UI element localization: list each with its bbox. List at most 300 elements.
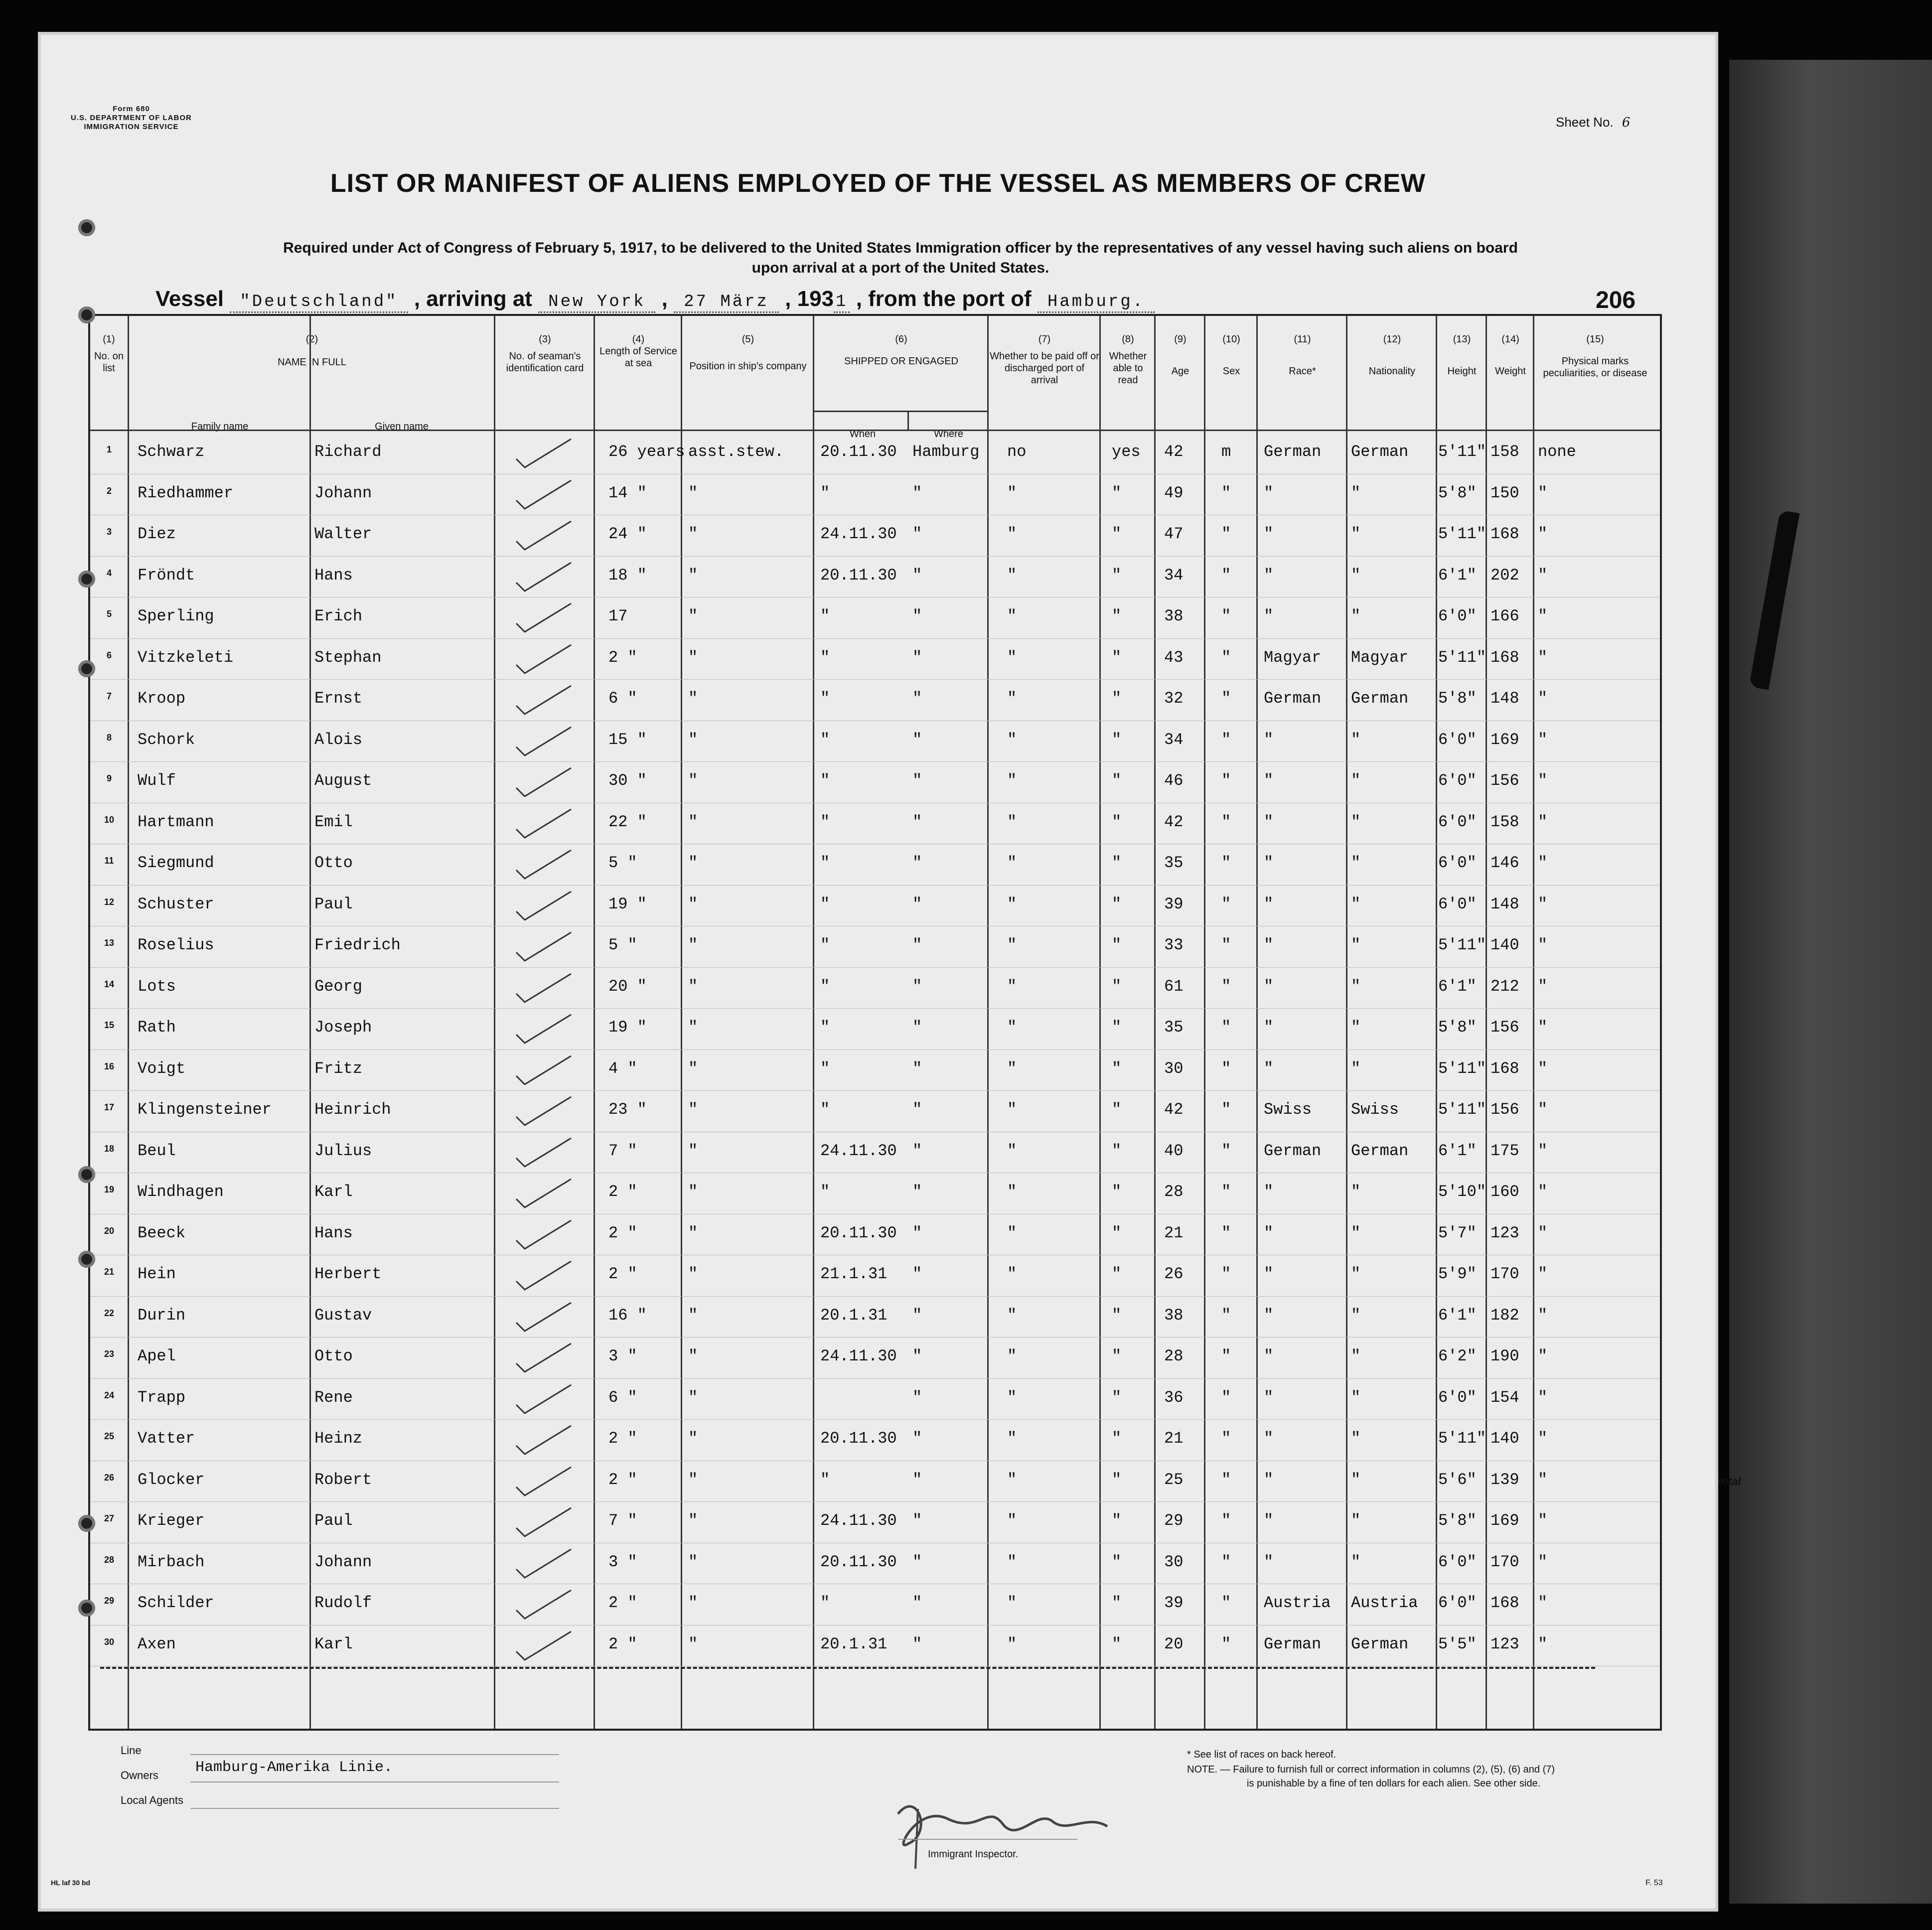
cell-given: Hans xyxy=(314,1223,353,1242)
cell-sex: " xyxy=(1221,607,1231,625)
cell-race: " xyxy=(1264,1470,1274,1489)
races-note: * See list of races on back hereof. xyxy=(1187,1749,1337,1760)
row-number: 15 xyxy=(104,1020,115,1030)
cell-race: " xyxy=(1264,566,1274,585)
header-height: (13) Height xyxy=(1447,334,1477,377)
header-given-name: Given name xyxy=(375,421,429,432)
cell-height: 6'0" xyxy=(1438,1552,1477,1571)
cell-weight: 160 xyxy=(1490,1183,1519,1201)
cell-race: " xyxy=(1264,1511,1274,1530)
cell-nat: " xyxy=(1351,771,1361,790)
cell-when: " xyxy=(820,936,830,954)
punch-hole xyxy=(78,1166,95,1183)
cell-race: " xyxy=(1264,854,1274,872)
cell-family: Lots xyxy=(138,977,176,996)
cell-family: Apel xyxy=(138,1347,176,1365)
note-line-2: is punishable by a fine of ten dollars for each alien. See other side. xyxy=(1247,1778,1541,1789)
cell-position: " xyxy=(688,1059,698,1078)
cell-sex: " xyxy=(1221,812,1231,831)
cell-nat: " xyxy=(1351,977,1361,996)
cell-sex: " xyxy=(1221,730,1231,749)
cell-marks: " xyxy=(1538,1388,1548,1407)
checkmark-icon xyxy=(514,971,574,1006)
cell-position: " xyxy=(688,1306,698,1325)
cell-paid: no xyxy=(1007,443,1027,461)
cell-sex: " xyxy=(1221,854,1231,872)
cell-where: " xyxy=(912,894,922,913)
cell-weight: 170 xyxy=(1490,1265,1519,1283)
cell-service: 20 " xyxy=(608,977,647,996)
cell-when: " xyxy=(820,894,830,913)
printer-code: HL laf 30 bd xyxy=(51,1879,91,1887)
cell-marks: " xyxy=(1538,1511,1548,1530)
cell-when: 20.11.30 xyxy=(820,443,897,461)
cell-age: 21 xyxy=(1164,1429,1184,1448)
checkmark-icon xyxy=(514,1505,574,1540)
vessel-line: Vessel "Deutschland" , arriving at New York , 27 März , 193 1 , from the port of Hamburg. xyxy=(155,287,1155,311)
cell-read: " xyxy=(1112,1183,1122,1201)
cell-marks: " xyxy=(1538,771,1548,790)
cell-race: " xyxy=(1264,1347,1274,1365)
cell-paid: " xyxy=(1007,1347,1017,1365)
cell-age: 34 xyxy=(1164,730,1184,749)
cell-family: Schork xyxy=(138,730,195,749)
cell-read: " xyxy=(1112,525,1122,543)
cell-paid: " xyxy=(1007,1429,1017,1448)
cell-height: 6'0" xyxy=(1438,854,1477,872)
cell-paid: " xyxy=(1007,1018,1017,1037)
cell-paid: " xyxy=(1007,730,1017,749)
inspector-label: Immigrant Inspector. xyxy=(928,1849,1019,1860)
cell-race: Austria xyxy=(1264,1594,1331,1612)
cell-weight: 140 xyxy=(1490,936,1519,954)
checkmark-icon xyxy=(514,765,574,800)
cell-read: " xyxy=(1112,730,1122,749)
cell-nat: " xyxy=(1351,1306,1361,1325)
cell-paid: " xyxy=(1007,1265,1017,1283)
row-number: 29 xyxy=(104,1596,115,1606)
cell-age: 43 xyxy=(1164,648,1184,667)
cell-marks: " xyxy=(1538,936,1548,954)
cell-height: 5'9" xyxy=(1438,1265,1477,1283)
cell-paid: " xyxy=(1007,1388,1017,1407)
cell-paid: " xyxy=(1007,1059,1017,1078)
cell-when: " xyxy=(820,1059,830,1078)
row-number: 23 xyxy=(104,1349,115,1359)
cell-sex: " xyxy=(1221,689,1231,708)
cell-given: Ernst xyxy=(314,689,363,708)
cell-sex: " xyxy=(1221,771,1231,790)
header-nationality: (12) Nationality xyxy=(1368,334,1416,377)
cell-height: 5'11" xyxy=(1438,648,1486,667)
cell-marks: " xyxy=(1538,977,1548,996)
cell-age: 28 xyxy=(1164,1347,1184,1365)
cell-height: 5'10" xyxy=(1438,1183,1486,1201)
cell-position: " xyxy=(688,648,698,667)
cell-given: Johann xyxy=(314,483,372,502)
cell-when: " xyxy=(820,977,830,996)
cell-paid: " xyxy=(1007,525,1017,543)
cell-marks: " xyxy=(1538,1347,1548,1365)
cell-weight: 140 xyxy=(1490,1429,1519,1448)
line-label: Line xyxy=(121,1744,142,1757)
cell-sex: " xyxy=(1221,1347,1231,1365)
cell-family: Voigt xyxy=(138,1059,186,1078)
cell-service: 26 years xyxy=(608,443,685,461)
checkmark-icon xyxy=(514,1465,574,1499)
cell-sex: " xyxy=(1221,1100,1231,1119)
cell-where: Hamburg xyxy=(912,443,980,461)
row-number: 22 xyxy=(104,1308,115,1318)
cell-family: Vitzkeleti xyxy=(138,648,234,667)
cell-sex: " xyxy=(1221,1059,1231,1078)
row-number: 19 xyxy=(104,1185,115,1194)
cell-position: " xyxy=(688,1552,698,1571)
cell-weight: 156 xyxy=(1490,771,1519,790)
cell-position: " xyxy=(688,1594,698,1612)
checkmark-icon xyxy=(514,1012,574,1047)
cell-read: " xyxy=(1112,1141,1122,1160)
cell-position: " xyxy=(688,730,698,749)
cell-where: " xyxy=(912,936,922,954)
cell-nat: " xyxy=(1351,483,1361,502)
departure-port: Hamburg. xyxy=(1038,293,1155,313)
cell-height: 5'11" xyxy=(1438,525,1486,543)
cell-given: Robert xyxy=(314,1470,372,1489)
cell-weight: 182 xyxy=(1490,1306,1519,1325)
cell-nat: German xyxy=(1351,1141,1409,1160)
form-code: F. 53 xyxy=(1645,1879,1663,1887)
cell-when: 24.11.30 xyxy=(820,1511,897,1530)
cell-family: Riedhammer xyxy=(138,483,234,502)
cell-paid: " xyxy=(1007,483,1017,502)
cell-read: " xyxy=(1112,894,1122,913)
cell-weight: 169 xyxy=(1490,1511,1519,1530)
cell-height: 5'11" xyxy=(1438,936,1486,954)
header-name: (2) NAME IN FULL xyxy=(278,334,346,368)
vessel-label: Vessel xyxy=(155,287,224,311)
cell-given: August xyxy=(314,771,372,790)
cell-family: Krieger xyxy=(138,1511,205,1530)
cell-marks: " xyxy=(1538,525,1548,543)
cell-paid: " xyxy=(1007,1141,1017,1160)
cell-position: " xyxy=(688,1100,698,1119)
cell-given: Stephan xyxy=(314,648,382,667)
cell-family: Mirbach xyxy=(138,1552,205,1571)
cell-read: " xyxy=(1112,1100,1122,1119)
cell-service: 2 " xyxy=(608,1265,637,1283)
cell-nat: German xyxy=(1351,443,1409,461)
cell-position: " xyxy=(688,1141,698,1160)
cell-service: 7 " xyxy=(608,1511,637,1530)
arriving-label: , arriving at xyxy=(414,287,532,311)
cell-height: 5'5" xyxy=(1438,1634,1477,1653)
cell-service: 16 " xyxy=(608,1306,647,1325)
from-label: , from the port of xyxy=(856,287,1032,311)
cell-where: " xyxy=(912,1470,922,1489)
row-number: 21 xyxy=(104,1267,115,1277)
cell-given: Herbert xyxy=(314,1265,382,1283)
cell-age: 40 xyxy=(1164,1141,1184,1160)
cell-height: 5'7" xyxy=(1438,1223,1477,1242)
cell-when: 24.11.30 xyxy=(820,525,897,543)
cell-given: Joseph xyxy=(314,1018,372,1037)
cell-race: " xyxy=(1264,977,1274,996)
cell-age: 30 xyxy=(1164,1552,1184,1571)
cell-race: " xyxy=(1264,1018,1274,1037)
cell-read: " xyxy=(1112,812,1122,831)
checkmark-icon xyxy=(514,1094,574,1129)
cell-height: 6'1" xyxy=(1438,566,1477,585)
header-id-card: (3) No. of seaman's identification card xyxy=(506,334,584,374)
cell-where: " xyxy=(912,648,922,667)
cell-height: 6'1" xyxy=(1438,1306,1477,1325)
header-read: (8) Whether able to read xyxy=(1109,334,1147,386)
cell-race: " xyxy=(1264,1183,1274,1201)
cell-sex: " xyxy=(1221,483,1231,502)
cell-position: " xyxy=(688,812,698,831)
cell-race: German xyxy=(1264,689,1322,708)
cell-where: " xyxy=(912,1388,922,1407)
cell-read: " xyxy=(1112,483,1122,502)
cell-where: " xyxy=(912,1100,922,1119)
cell-height: 6'1" xyxy=(1438,1141,1477,1160)
header-position: (5) Position in ship's company xyxy=(689,334,807,372)
cell-position: " xyxy=(688,566,698,585)
cell-age: 29 xyxy=(1164,1511,1184,1530)
cell-when: " xyxy=(820,1594,830,1612)
owners-label: Owners xyxy=(121,1769,158,1782)
cell-service: 2 " xyxy=(608,1634,637,1653)
row-number: 11 xyxy=(104,856,114,866)
year-suffix: 1 xyxy=(834,293,850,313)
cell-where: " xyxy=(912,689,922,708)
cell-where: " xyxy=(912,1511,922,1530)
cell-marks: " xyxy=(1538,854,1548,872)
punch-hole xyxy=(78,219,95,236)
checkmark-icon xyxy=(514,1218,574,1253)
cell-service: 3 " xyxy=(608,1552,637,1571)
cell-marks: " xyxy=(1538,1265,1548,1283)
row-number: 7 xyxy=(106,691,112,701)
cell-service: 6 " xyxy=(608,1388,637,1407)
cell-age: 61 xyxy=(1164,977,1184,996)
cell-height: 5'8" xyxy=(1438,483,1477,502)
cell-family: Sperling xyxy=(138,607,214,625)
checkmark-icon xyxy=(514,725,574,759)
cell-given: Otto xyxy=(314,854,353,872)
cell-service: 2 " xyxy=(608,1183,637,1201)
cell-sex: " xyxy=(1221,648,1231,667)
cell-sex: " xyxy=(1221,1141,1231,1160)
cell-where: " xyxy=(912,1018,922,1037)
cell-race: " xyxy=(1264,1059,1274,1078)
cell-where: " xyxy=(912,1347,922,1365)
cell-where: " xyxy=(912,1223,922,1242)
header-service: (4) Length of Service at sea xyxy=(599,334,677,369)
cell-read: " xyxy=(1112,854,1122,872)
checkmark-icon xyxy=(514,1423,574,1458)
cell-read: " xyxy=(1112,1634,1122,1653)
cell-sex: " xyxy=(1221,1388,1231,1407)
cell-nat: " xyxy=(1351,525,1361,543)
cell-when: " xyxy=(820,1018,830,1037)
cell-given: Georg xyxy=(314,977,363,996)
cell-given: Paul xyxy=(314,894,353,913)
cell-where: " xyxy=(912,730,922,749)
cell-age: 35 xyxy=(1164,1018,1184,1037)
cell-where: " xyxy=(912,977,922,996)
cell-given: Fritz xyxy=(314,1059,363,1078)
inspector-signature xyxy=(888,1784,1147,1874)
cell-service: 3 " xyxy=(608,1347,637,1365)
cell-height: 6'1" xyxy=(1438,977,1477,996)
checkmark-icon xyxy=(514,683,574,718)
cell-position: " xyxy=(688,1265,698,1283)
checkmark-icon xyxy=(514,1547,574,1582)
cell-race: Swiss xyxy=(1264,1100,1312,1119)
crew-table xyxy=(88,314,1662,1731)
cell-read: " xyxy=(1112,1594,1122,1612)
cell-marks: " xyxy=(1538,483,1548,502)
checkmark-icon xyxy=(514,848,574,883)
checkmark-icon xyxy=(514,1300,574,1335)
cell-position: asst.stew. xyxy=(688,443,784,461)
header-no: (1) No. on list xyxy=(94,334,124,374)
cell-marks: " xyxy=(1538,894,1548,913)
cell-marks: " xyxy=(1538,1429,1548,1448)
cell-service: 22 " xyxy=(608,812,647,831)
cell-weight: 202 xyxy=(1490,566,1519,585)
cell-when: " xyxy=(820,854,830,872)
cell-when: 24.11.30 xyxy=(820,1141,897,1160)
cell-given: Alois xyxy=(314,730,363,749)
cell-service: 2 " xyxy=(608,648,637,667)
cell-age: 35 xyxy=(1164,854,1184,872)
checkmark-icon xyxy=(514,1382,574,1417)
cell-age: 26 xyxy=(1164,1265,1184,1283)
cell-height: 5'11" xyxy=(1438,1429,1486,1448)
cell-read: " xyxy=(1112,1552,1122,1571)
row-number: 27 xyxy=(104,1513,115,1523)
cell-family: Schwarz xyxy=(138,443,205,461)
cell-family: Roselius xyxy=(138,936,214,954)
cell-height: 5'6" xyxy=(1438,1470,1477,1489)
cell-weight: 158 xyxy=(1490,812,1519,831)
cell-age: 49 xyxy=(1164,483,1184,502)
cell-sex: " xyxy=(1221,1552,1231,1571)
cell-weight: 123 xyxy=(1490,1634,1519,1653)
cell-family: Wulf xyxy=(138,771,176,790)
checkmark-icon xyxy=(514,1177,574,1211)
cell-height: 6'0" xyxy=(1438,1594,1477,1612)
form-id xyxy=(71,105,192,132)
cell-where: " xyxy=(912,1265,922,1283)
row-number: 20 xyxy=(104,1225,115,1236)
cell-given: Rudolf xyxy=(314,1594,372,1612)
cell-read: " xyxy=(1112,1265,1122,1283)
row-number: 4 xyxy=(106,568,112,578)
cell-service: 19 " xyxy=(608,894,647,913)
cell-age: 32 xyxy=(1164,689,1184,708)
cell-race: " xyxy=(1264,1388,1274,1407)
cell-height: 6'0" xyxy=(1438,771,1477,790)
cell-read: " xyxy=(1112,1388,1122,1407)
cell-age: 47 xyxy=(1164,525,1184,543)
cell-where: " xyxy=(912,1059,922,1078)
cell-age: 42 xyxy=(1164,1100,1184,1119)
cell-read: " xyxy=(1112,566,1122,585)
cell-read: yes xyxy=(1112,443,1141,461)
row-number: 28 xyxy=(104,1554,115,1565)
cell-when: " xyxy=(820,1100,830,1119)
cell-service: 17 xyxy=(608,607,628,625)
cell-sex: " xyxy=(1221,1265,1231,1283)
cell-service: 23 " xyxy=(608,1100,647,1119)
cell-nat: " xyxy=(1351,812,1361,831)
row-number: 3 xyxy=(106,527,112,537)
scan-background xyxy=(1729,60,1932,1904)
cell-where: " xyxy=(912,1634,922,1653)
cell-sex: " xyxy=(1221,936,1231,954)
header-sex: (10) Sex xyxy=(1222,334,1240,377)
cell-paid: " xyxy=(1007,1223,1017,1242)
cell-nat: " xyxy=(1351,936,1361,954)
cell-where: " xyxy=(912,566,922,585)
cell-family: Glocker xyxy=(138,1470,205,1489)
cell-service: 19 " xyxy=(608,1018,647,1037)
cell-given: Friedrich xyxy=(314,936,401,954)
cell-position: " xyxy=(688,1347,698,1365)
cell-nat: " xyxy=(1351,1265,1361,1283)
cell-where: " xyxy=(912,1306,922,1325)
cell-nat: " xyxy=(1351,730,1361,749)
row-number: 1 xyxy=(106,445,112,454)
cell-height: 6'0" xyxy=(1438,607,1477,625)
cell-given: Richard xyxy=(314,443,382,461)
cell-when: 20.1.31 xyxy=(820,1634,888,1653)
manifest-page xyxy=(41,35,1741,1909)
form-number: Form 680 xyxy=(113,105,150,113)
owners-value: Hamburg-Amerika Linie. xyxy=(195,1759,393,1776)
cell-marks: " xyxy=(1538,1100,1548,1119)
cell-paid: " xyxy=(1007,936,1017,954)
cell-where: " xyxy=(912,812,922,831)
cell-weight: 154 xyxy=(1490,1388,1519,1407)
cell-weight: 148 xyxy=(1490,689,1519,708)
cell-given: Hans xyxy=(314,566,353,585)
cell-sex: " xyxy=(1221,1018,1231,1037)
service: IMMIGRATION SERVICE xyxy=(84,123,179,131)
checkmark-icon xyxy=(514,642,574,677)
cell-position: " xyxy=(688,936,698,954)
cell-read: " xyxy=(1112,607,1122,625)
cell-where: " xyxy=(912,771,922,790)
cell-race: " xyxy=(1264,730,1274,749)
cell-given: Walter xyxy=(314,525,372,543)
cell-position: " xyxy=(688,1470,698,1489)
note-line-1: NOTE. — Failure to furnish full or correct information in columns (2), (5), (6) and (7) xyxy=(1187,1764,1555,1775)
cell-height: 5'8" xyxy=(1438,1511,1477,1530)
cell-read: " xyxy=(1112,1059,1122,1078)
cell-age: 34 xyxy=(1164,566,1184,585)
cell-family: Trapp xyxy=(138,1388,186,1407)
cell-when: " xyxy=(820,730,830,749)
cell-nat: " xyxy=(1351,566,1361,585)
cell-service: 15 " xyxy=(608,730,647,749)
page-subtitle xyxy=(141,238,1660,278)
cell-read: " xyxy=(1112,1018,1122,1037)
